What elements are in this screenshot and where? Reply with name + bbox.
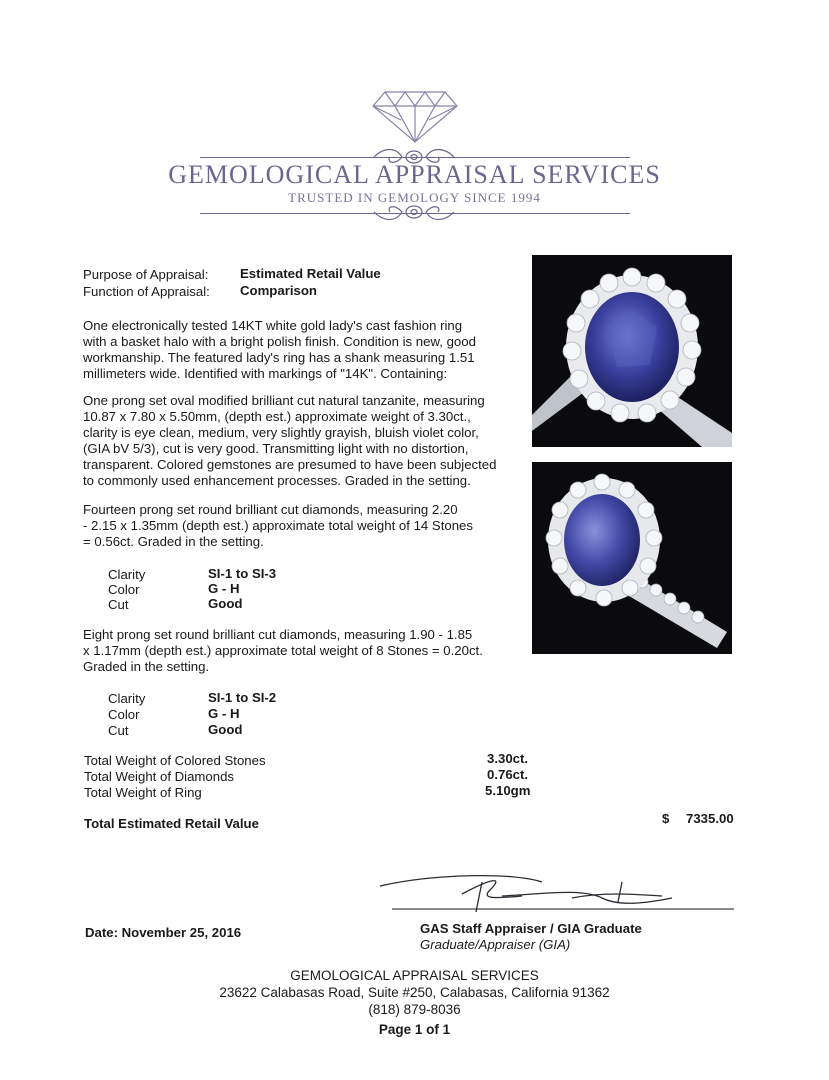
company-tagline: TRUSTED IN GEMOLOGY SINCE 1994: [288, 190, 541, 205]
retail-amount: 7335.00: [686, 811, 734, 826]
grade-value: Good: [208, 722, 243, 737]
currency-symbol: $: [662, 811, 670, 826]
text-line: One electronically tested 14KT white gold lady's cast fashion ring: [83, 318, 463, 333]
ring-photo-top: [532, 255, 732, 447]
function-label: Function of Appraisal:: [83, 284, 210, 299]
grade-label: Cut: [108, 597, 129, 612]
total-value: 0.76ct.: [487, 767, 529, 782]
signer-subtitle: Graduate/Appraiser (GIA): [420, 937, 571, 952]
ring-photo-side: [532, 462, 732, 654]
total-label: Total Weight of Colored Stones: [84, 753, 266, 768]
diamond-outline-icon: [371, 90, 459, 144]
text-line: = 0.56ct. Graded in the setting.: [83, 534, 264, 549]
retail-value-label: Total Estimated Retail Value: [84, 816, 259, 831]
appraiser-signature: [372, 868, 736, 918]
total-value: 5.10gm: [485, 783, 531, 798]
company-name: GEMOLOGICAL APPRAISAL SERVICES: [168, 160, 661, 189]
intro-paragraph: [83, 318, 513, 382]
grade-label: Color: [108, 707, 140, 722]
grade-label: Color: [108, 582, 140, 597]
text-line: workmanship. The featured lady's ring has a shank measuring 1.51: [83, 350, 475, 365]
grade-value: G - H: [208, 706, 240, 721]
total-value: 3.30ct.: [487, 751, 529, 766]
text-line: millimeters wide. Identified with markings of "14K". Containing:: [83, 366, 448, 381]
purpose-label: Purpose of Appraisal:: [83, 267, 209, 282]
text-line: to commonly used enhancement processes. Graded in the setting.: [83, 473, 471, 488]
purpose-value: Estimated Retail Value: [240, 266, 381, 281]
text-line: Eight prong set round brilliant cut diamonds, measuring 1.90 - 1.85: [83, 627, 473, 642]
grade-label: Clarity: [108, 567, 146, 582]
grade-value: Good: [208, 596, 243, 611]
grade-label: Cut: [108, 723, 129, 738]
tanzanite-paragraph: [83, 393, 513, 489]
page-number: Page 1 of 1: [378, 1022, 451, 1037]
text-line: - 2.15 x 1.35mm (depth est.) approximate total weight of 14 Stones: [83, 518, 473, 533]
footer-company: GEMOLOGICAL APPRAISAL SERVICES: [290, 968, 539, 983]
grade-value: SI-1 to SI-2: [208, 690, 277, 705]
grade-value: SI-1 to SI-3: [208, 566, 277, 581]
footer-address: 23622 Calabasas Road, Suite #250, Calabasas, California 91362: [219, 985, 610, 1000]
appraisal-date: Date: November 25, 2016: [85, 925, 242, 940]
diamonds-fourteen-paragraph: [83, 502, 513, 550]
grade-label: Clarity: [108, 691, 146, 706]
letterhead: [0, 90, 829, 230]
diamonds-eight-paragraph: [83, 627, 513, 675]
total-label: Total Weight of Ring: [84, 785, 202, 800]
signer-title: GAS Staff Appraiser / GIA Graduate: [420, 921, 642, 936]
text-line: transparent. Colored gemstones are presumed to have been subjected: [83, 457, 497, 472]
text-line: 10.87 x 7.80 x 5.50mm, (depth est.) approximate weight of 3.30ct.,: [83, 409, 471, 424]
flourish-bottom-icon: [372, 202, 456, 224]
footer-phone: (818) 879-8036: [368, 1002, 461, 1017]
text-line: x 1.17mm (depth est.) approximate total weight of 8 Stones = 0.20ct.: [83, 643, 483, 658]
grade-value: G - H: [208, 581, 240, 596]
text-line: Graded in the setting.: [83, 659, 210, 674]
total-label: Total Weight of Diamonds: [84, 769, 235, 784]
text-line: Fourteen prong set round brilliant cut diamonds, measuring 2.20: [83, 502, 458, 517]
function-value: Comparison: [240, 283, 317, 298]
text-line: clarity is eye clean, medium, very slightly grayish, bluish violet color,: [83, 425, 479, 440]
text-line: (GIA bV 5/3), cut is very good. Transmitting light with no distortion,: [83, 441, 469, 456]
text-line: One prong set oval modified brilliant cut natural tanzanite, measuring: [83, 393, 485, 408]
text-line: with a basket halo with a bright polish finish. Condition is new, good: [83, 334, 476, 349]
